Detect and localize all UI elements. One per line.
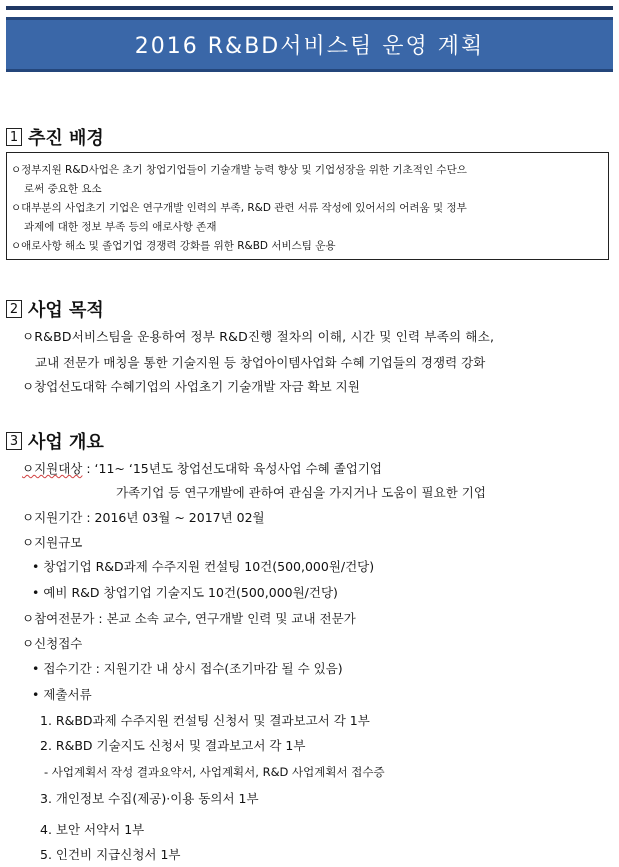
bg-line-1: ㅇ정부지원 R&D사업은 초기 창업기업들이 기술개발 능력 향상 및 기업성장을 위한 기초적인 수단으 <box>11 164 467 176</box>
purpose-line-1: ㅇR&BD서비스팀을 운용하여 정부 R&D진행 절차의 이해, 시간 및 인력 부족의 해소, <box>22 329 495 344</box>
bg-line-5: ㅇ애로사항 해소 및 졸업기업 경쟁력 강화를 위한 R&BD 서비스팀 운용 <box>11 240 336 252</box>
section-3-heading <box>6 428 104 454</box>
title-banner <box>6 17 613 72</box>
doc-subitem: - 사업계획서 작성 결과요약서, 사업계획서, R&D 사업계획서 접수증 <box>44 765 385 779</box>
bg-line-3: ㅇ대부분의 사업초기 기업은 연구개발 인력의 부족, R&D 관련 서류 작성에 있어서의 어려움 및 정부 <box>11 202 467 214</box>
apply-label: ㅇ신청접수 <box>22 636 83 651</box>
section-number-box: 2 <box>6 300 22 318</box>
scale-label: ㅇ지원규모 <box>22 535 83 550</box>
target-line-2: 가족기업 등 연구개발에 관하여 관심을 가지거나 도움이 필요한 기업 <box>116 485 486 500</box>
bg-line-4: 과제에 대한 정보 부족 등의 애로사항 존재 <box>24 221 217 233</box>
section-heading-text: 추진 배경 <box>28 128 104 149</box>
doc-item-3: 3. 개인정보 수집(제공)·이용 동의서 1부 <box>40 791 259 806</box>
apply-period: • 접수기간 : 지원기간 내 상시 접수(조기마감 될 수 있음) <box>32 661 343 676</box>
section-heading-text: 사업 개요 <box>28 432 104 453</box>
experts-line: ㅇ참여전문가 : 본교 소속 교수, 연구개발 인력 및 교내 전문가 <box>22 611 356 626</box>
doc-item-1: 1. R&BD과제 수주지원 컨설팅 신청서 및 결과보고서 각 1부 <box>40 713 370 728</box>
target-label: ㅇ지원대상 <box>22 461 83 476</box>
purpose-line-2: 교내 전문가 매칭을 통한 기술지원 등 창업아이템사업화 수혜 기업들의 경쟁력 강화 <box>35 355 486 370</box>
scale-item-2: • 예비 R&D 창업기업 기술지도 10건(500,000원/건당) <box>32 585 338 600</box>
target-line <box>22 459 382 477</box>
purpose-line-3: ㅇ창업선도대학 수혜기업의 사업초기 기술개발 자금 확보 지원 <box>22 379 360 394</box>
scale-item-1: • 창업기업 R&D과제 수주지원 컨설팅 10건(500,000원/건당) <box>32 559 375 574</box>
bg-line-2: 로써 중요한 요소 <box>24 183 102 195</box>
doc-item-2: 2. R&BD 기술지도 신청서 및 결과보고서 각 1부 <box>40 738 306 753</box>
doc-item-5: 5. 인건비 지급신청서 1부 <box>40 847 181 862</box>
top-rule <box>6 6 613 10</box>
section-number-box: 1 <box>6 128 22 146</box>
page-title: 2016 R&BD서비스팀 운영 계획 <box>134 34 485 59</box>
section-1-heading <box>6 124 104 150</box>
section-number-box: 3 <box>6 432 22 450</box>
doc-item-4: 4. 보안 서약서 1부 <box>40 822 145 837</box>
period-line: ㅇ지원기간 : 2016년 03월 ~ 2017년 02월 <box>22 510 265 525</box>
section-heading-text: 사업 목적 <box>28 300 104 321</box>
section-2-heading <box>6 296 104 322</box>
docs-label: • 제출서류 <box>32 687 92 702</box>
target-text: : ‘11~ ‘15년도 창업선도대학 육성사업 수혜 졸업기업 <box>82 461 382 476</box>
